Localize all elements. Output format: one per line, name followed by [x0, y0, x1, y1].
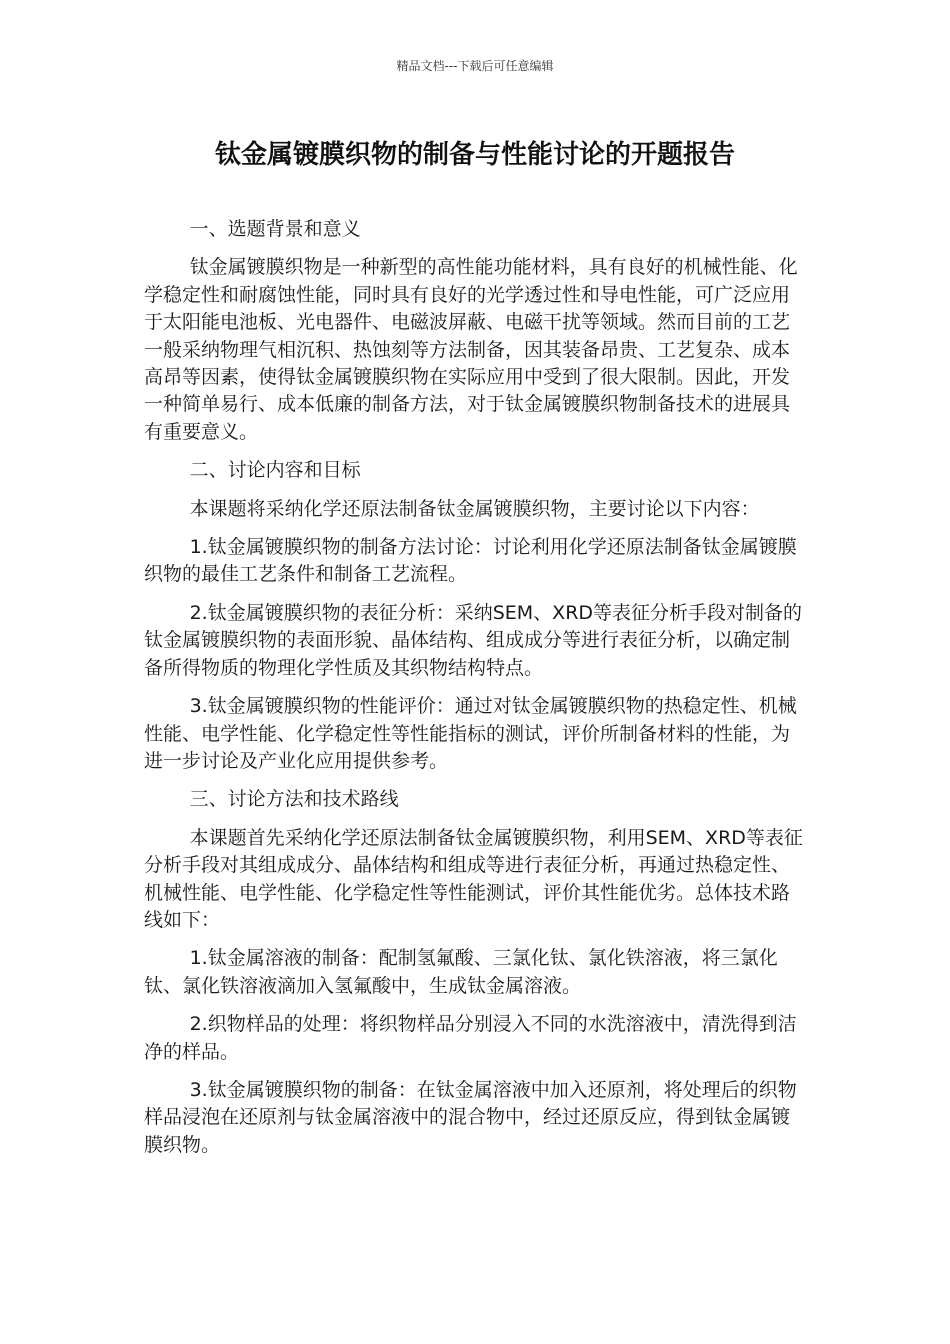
list-item-performance-evaluation: 3.钛金属镀膜织物的性能评价：通过对钛金属镀膜织物的热稳定性、机械性能、电学性能、化学稳定性等性能指标的测试，评价所制备材料的性能，为进一步讨论及产业化应用提供参考。 [144, 695, 797, 772]
paragraph-background: 钛金属镀膜织物是一种新型的高性能功能材料，具有良好的机械性能、化学稳定性和耐腐蚀性能，同时具有良好的光学透过性和导电性能，可广泛应用于太阳能电池板、光电器件、电磁波屏蔽、电磁干扰等领域。然而目前的工艺一般采纳物理气相沉积、热蚀刻等方法制备，因其装备昂贵、工艺复杂、成本高昂等因素，使得钛金属镀膜织物在实际应用中受到了很大限制。因此，开发一种简单易行、成本低廉的制备方法，对于钛金属镀膜织物制备技术的进展具有重要意义。 [144, 256, 798, 443]
document-body [144, 216, 806, 1170]
section-heading-methods: 三、讨论方法和技术路线 [189, 788, 399, 811]
paragraph-content-intro: 本课题将采纳化学还原法制备钛金属镀膜织物，主要讨论以下内容： [189, 497, 760, 520]
document-title: 钛金属镀膜织物的制备与性能讨论的开题报告 [214, 140, 735, 170]
list-item-sample-treatment: 2.织物样品的处理：将织物样品分别浸入不同的水洗溶液中，清洗得到洁净的样品。 [144, 1013, 797, 1063]
section-heading-background: 一、选题背景和意义 [189, 218, 361, 240]
paragraph-methods-intro: 本课题首先采纳化学还原法制备钛金属镀膜织物，利用SEM、XRD等表征分析手段对其组成成分、晶体结构和组成等进行表征分析，再通过热稳定性、机械性能、电学性能、化学稳定性等性能测试，评价其性能优劣。总体技术路线如下： [144, 826, 803, 931]
list-item-fabric-prep: 3.钛金属镀膜织物的制备：在钛金属溶液中加入还原剂，将处理后的织物样品浸泡在还原剂与钛金属溶液中的混合物中，经过还原反应，得到钛金属镀膜织物。 [144, 1078, 797, 1156]
list-item-characterization: 2.钛金属镀膜织物的表征分析：采纳SEM、XRD等表征分析手段对制备的钛金属镀膜织物的表面形貌、晶体结构、组成成分等进行表征分析，以确定制备所得物质的物理化学性质及其织物结构特点。 [144, 601, 803, 679]
list-item-preparation-method: 1.钛金属镀膜织物的制备方法讨论：讨论利用化学还原法制备钛金属镀膜织物的最佳工艺条件和制备工艺流程。 [144, 536, 797, 586]
header-note: 精品文档---下载后可任意编辑 [396, 59, 554, 73]
list-item-solution-prep: 1.钛金属溶液的制备：配制氢氟酸、三氯化钛、氯化铁溶液，将三氯化钛、氯化铁溶液滴加入氢氟酸中，生成钛金属溶液。 [144, 947, 778, 997]
section-heading-content-goals: 二、讨论内容和目标 [189, 459, 361, 482]
